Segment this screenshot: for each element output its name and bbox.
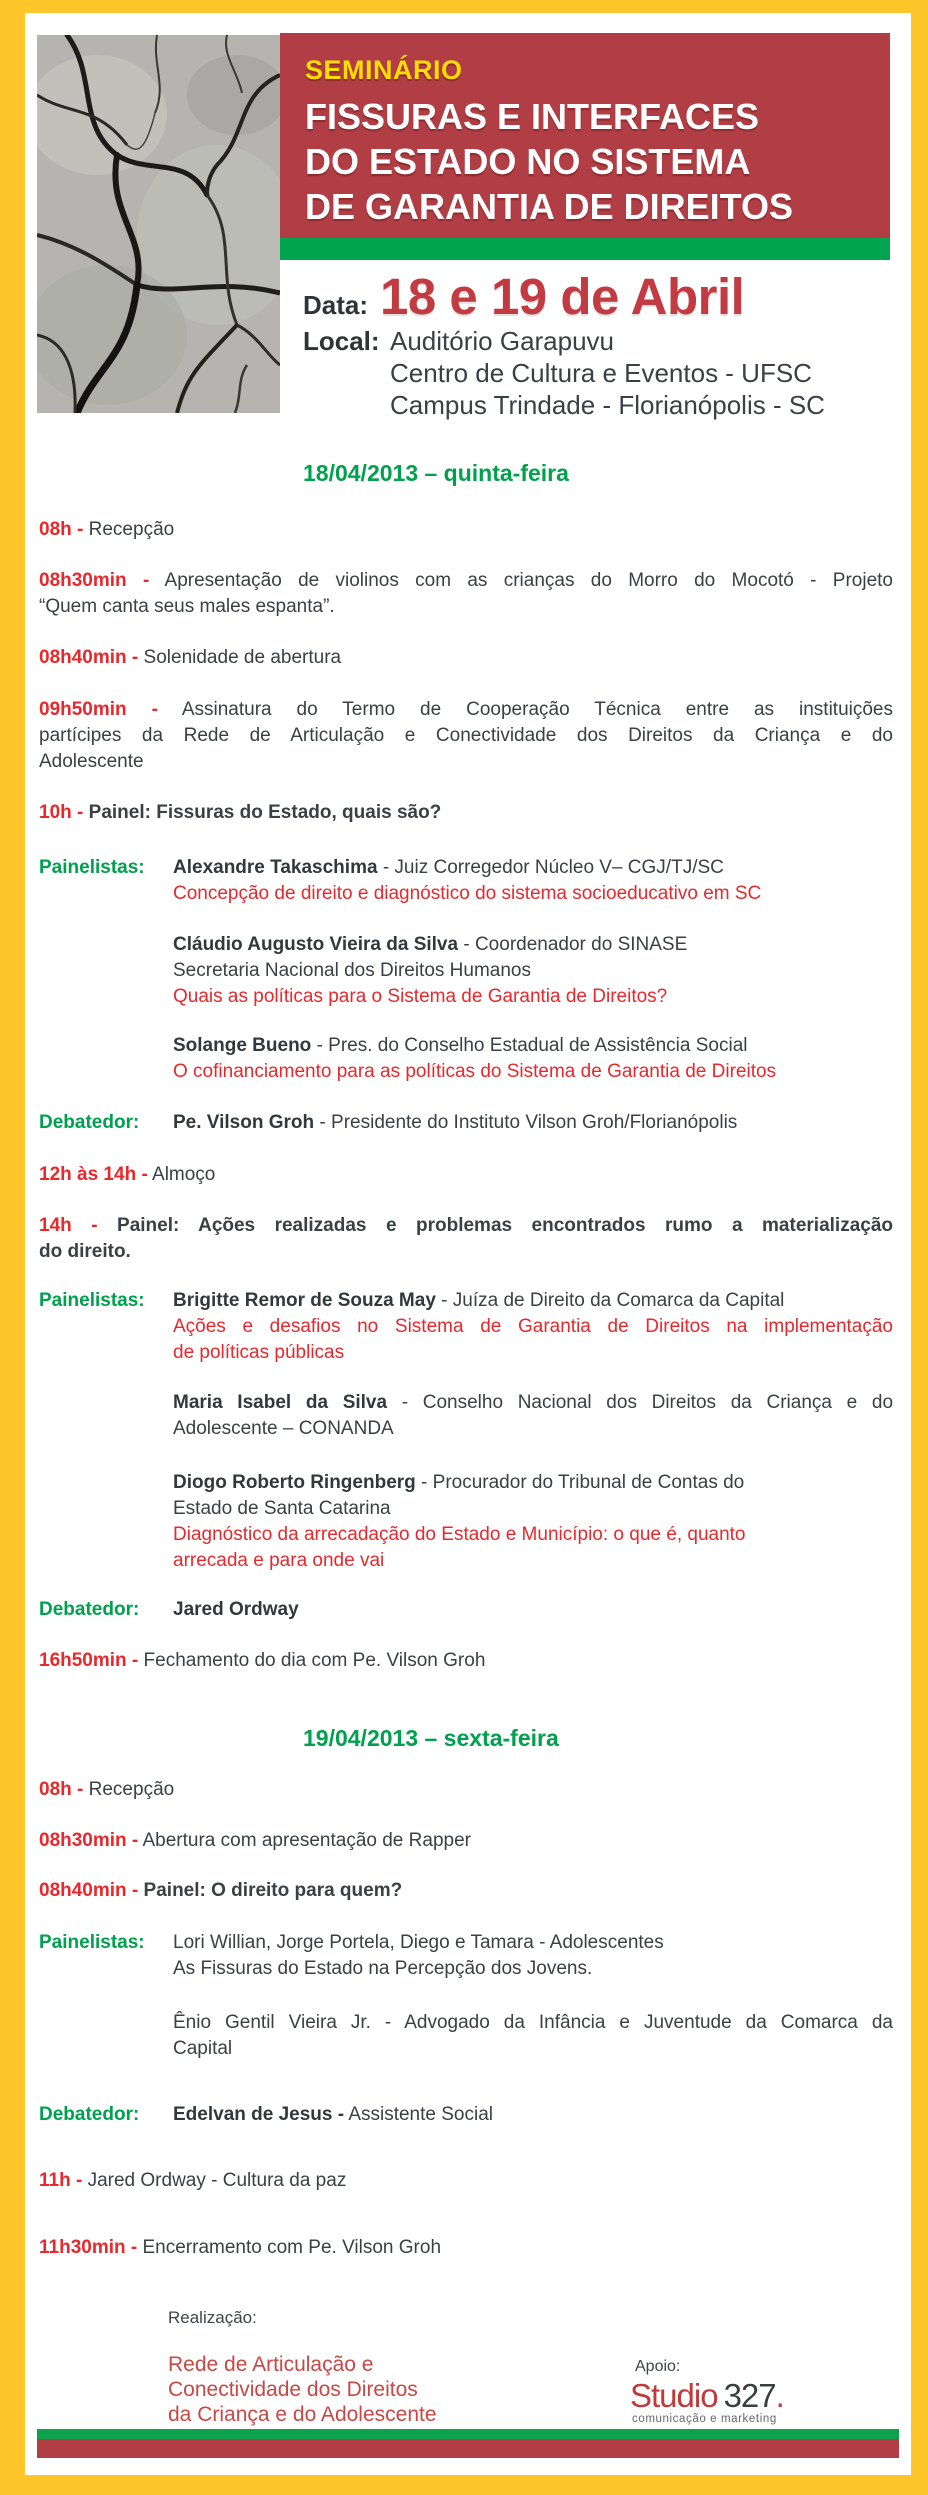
panelist-topic-line-1: Ações e desafios no Sistema de Garantia de Direitos na implementação bbox=[173, 1316, 893, 1337]
panelist-content bbox=[173, 1288, 893, 1366]
panelist-role-2: Estado de Santa Catarina bbox=[173, 1498, 391, 1519]
panelist-line bbox=[173, 1390, 893, 1416]
panelist-enio bbox=[39, 2010, 893, 2062]
panelist-name: Alexandre Takaschima bbox=[173, 857, 378, 878]
title-banner bbox=[280, 33, 890, 238]
panelist-topic: O cofinanciamento para as políticas do Sistema de Garantia de Direitos bbox=[173, 1061, 777, 1082]
panelist-line bbox=[173, 855, 893, 881]
item-text: Painel: Ações realizadas e problemas encontrados rumo a materialização bbox=[117, 1215, 893, 1236]
panelist-claudio bbox=[39, 932, 893, 1010]
panelist-role-2: Adolescente – CONANDA bbox=[173, 1418, 394, 1439]
time: 11h30min - bbox=[39, 2237, 138, 2258]
location-row bbox=[303, 325, 825, 421]
panelist-content bbox=[173, 932, 893, 1010]
panelist-line bbox=[173, 932, 893, 958]
panelist-topic-line-2: de políticas públicas bbox=[173, 1342, 345, 1363]
debater-line bbox=[173, 2102, 893, 2128]
date-row bbox=[303, 267, 744, 326]
studio327-logo bbox=[630, 2377, 785, 2415]
day1-heading: 18/04/2013 – quinta-feira bbox=[303, 460, 569, 486]
panelist-role: - Juiz Corregedor Núcleo V– CGJ/TJ/SC bbox=[382, 857, 724, 878]
item-text: Recepção bbox=[88, 519, 175, 540]
location-line-2: Centro de Cultura e Eventos - UFSC bbox=[390, 358, 812, 388]
footer-green-stripe bbox=[37, 2429, 899, 2439]
time: 08h40min - bbox=[39, 647, 139, 668]
panelists-label: Painelistas: bbox=[39, 1290, 145, 1311]
realizacao-org bbox=[168, 2352, 437, 2427]
realizacao-line-1: Rede de Articulação e bbox=[168, 2353, 374, 2376]
time: 08h - bbox=[39, 1779, 84, 1800]
item-line-2: partícipes da Rede de Articulação e Conectividade dos Direitos da Criança e do bbox=[39, 725, 893, 746]
title-line-1: FISSURAS E INTERFACES bbox=[305, 96, 760, 137]
debater-label: Debatedor: bbox=[39, 1599, 140, 1620]
panelist-role: - Procurador do Tribunal de Contas do bbox=[421, 1472, 745, 1493]
date-value: 18 e 19 de Abril bbox=[380, 268, 745, 325]
item-text: Abertura com apresentação de Rapper bbox=[142, 1830, 471, 1851]
item-text: Recepção bbox=[88, 1779, 175, 1800]
title-line-2: DO ESTADO NO SISTEMA bbox=[305, 141, 751, 182]
item-line-1 bbox=[39, 697, 893, 723]
item-text: Painel: Fissuras do Estado, quais são? bbox=[88, 802, 442, 823]
item-text: Apresentação de violinos com as crianças do Morro do Mocotó - Projeto bbox=[164, 570, 893, 591]
realizacao-label: Realização: bbox=[168, 2308, 257, 2327]
item-text: Jared Ordway - Cultura da paz bbox=[87, 2170, 347, 2191]
time: 08h40min - bbox=[39, 1880, 139, 1901]
panelist-name: Diogo Roberto Ringenberg bbox=[173, 1472, 416, 1493]
debater-name: Jared Ordway bbox=[173, 1599, 299, 1620]
panelist-role: - Coordenador do SINASE bbox=[463, 934, 688, 955]
panelist-content bbox=[173, 1033, 893, 1085]
panelist-role-2: Secretaria Nacional dos Direitos Humanos bbox=[173, 960, 531, 981]
panelist-role: - Conselho Nacional dos Direitos da Criança e do bbox=[401, 1392, 894, 1413]
panelist-role: - Pres. do Conselho Estadual de Assistência Social bbox=[316, 1035, 748, 1056]
debater-role: - Presidente do Instituto Vilson Groh/Florianópolis bbox=[319, 1112, 738, 1133]
panelist-name: Cláudio Augusto Vieira da Silva bbox=[173, 934, 459, 955]
schedule-item-d1-painel1 bbox=[39, 800, 893, 826]
panelist-content bbox=[173, 855, 893, 907]
item-line-1 bbox=[39, 1213, 893, 1239]
panelist-content bbox=[173, 1390, 893, 1442]
panelist-line-1: Ênio Gentil Vieira Jr. - Advogado da Infância e Juventude da Comarca da bbox=[173, 2012, 893, 2033]
panelist-line-2: Capital bbox=[173, 2038, 233, 2059]
panelist-name: Brigitte Remor de Souza May bbox=[173, 1290, 436, 1311]
panelist-content bbox=[173, 1930, 893, 1982]
debater-content bbox=[173, 2102, 893, 2128]
title-line-3: DE GARANTIA DE DIREITOS bbox=[305, 186, 794, 227]
schedule-item-d1-fechamento bbox=[39, 1648, 893, 1674]
schedule-item-d2-encerramento bbox=[39, 2235, 893, 2261]
debater-label: Debatedor: bbox=[39, 1112, 140, 1133]
panelist-topic-line-1: Diagnóstico da arrecadação do Estado e Município: o que é, quanto bbox=[173, 1524, 746, 1545]
green-divider bbox=[280, 238, 890, 260]
item-text: Solenidade de abertura bbox=[143, 647, 342, 668]
item-line-3: Adolescente bbox=[39, 751, 144, 772]
panelists-label: Painelistas: bbox=[39, 1932, 145, 1953]
item-text: Encerramento com Pe. Vilson Groh bbox=[142, 2237, 442, 2258]
seminar-kicker: SEMINÁRIO bbox=[305, 55, 463, 85]
item-line-1 bbox=[39, 568, 893, 594]
panelist-name: Maria Isabel da Silva bbox=[173, 1392, 388, 1413]
item-text: Painel: O direito para quem? bbox=[143, 1880, 403, 1901]
day2-heading: 19/04/2013 – sexta-feira bbox=[303, 1725, 559, 1751]
panelist-topic: Concepção de direito e diagnóstico do sistema socioeducativo em SC bbox=[173, 883, 762, 904]
location-line-3: Campus Trindade - Florianópolis - SC bbox=[390, 390, 825, 420]
panelist-maria bbox=[39, 1390, 893, 1442]
debater-role: Assistente Social bbox=[348, 2104, 493, 2125]
cracked-earth-photo bbox=[37, 35, 280, 413]
time: 08h30min - bbox=[39, 1830, 139, 1851]
poster-inner bbox=[25, 13, 911, 2475]
time: 09h50min - bbox=[39, 699, 158, 720]
schedule-item-d1-painel2 bbox=[39, 1213, 893, 1265]
panelist-topic-line-2: arrecada e para onde vai bbox=[173, 1550, 385, 1571]
studio-logo-name: Studio bbox=[630, 2377, 718, 2414]
location-lines bbox=[390, 325, 825, 421]
poster-title bbox=[305, 94, 890, 229]
debater-content bbox=[173, 1110, 893, 1136]
studio-logo-dot: . bbox=[775, 2377, 785, 2414]
location-label: Local: bbox=[303, 326, 380, 356]
time: 08h - bbox=[39, 519, 84, 540]
panelist-topic: Quais as políticas para o Sistema de Garantia de Direitos? bbox=[173, 986, 668, 1007]
panelist-adolescentes bbox=[39, 1930, 893, 1982]
panelists-label: Painelistas: bbox=[39, 857, 145, 878]
date-label: Data: bbox=[303, 290, 369, 320]
footer-red-stripe bbox=[37, 2439, 899, 2458]
panelist-brigitte bbox=[39, 1288, 893, 1366]
time: 10h - bbox=[39, 802, 84, 823]
debater-line bbox=[173, 1597, 893, 1623]
schedule-item-d1-violinos bbox=[39, 568, 893, 620]
debater-vilson bbox=[39, 1110, 893, 1136]
schedule-item-d2-painel bbox=[39, 1878, 893, 1904]
panelist-diogo bbox=[39, 1470, 893, 1574]
cracked-earth-illustration bbox=[37, 35, 280, 413]
item-line-2: “Quem canta seus males espanta”. bbox=[39, 596, 335, 617]
panelist-line bbox=[173, 1033, 893, 1059]
schedule-item-d1-abertura bbox=[39, 645, 893, 671]
studio-tagline: comunicação e marketing bbox=[632, 2413, 777, 2425]
panelist-content bbox=[173, 1470, 893, 1574]
panelist-solange bbox=[39, 1033, 893, 1085]
schedule-item-d1-recepcao bbox=[39, 517, 893, 543]
debater-line bbox=[173, 1110, 893, 1136]
time: 08h30min - bbox=[39, 570, 150, 591]
panelist-name: Solange Bueno bbox=[173, 1035, 312, 1056]
debater-label: Debatedor: bbox=[39, 2104, 140, 2125]
schedule-item-d2-abertura bbox=[39, 1828, 893, 1854]
panelist-alexandre bbox=[39, 855, 893, 907]
schedule-item-d2-cultura bbox=[39, 2168, 893, 2194]
debater-jared bbox=[39, 1597, 893, 1623]
item-text: Fechamento do dia com Pe. Vilson Groh bbox=[143, 1650, 486, 1671]
time: 16h50min - bbox=[39, 1650, 139, 1671]
location-line-1: Auditório Garapuvu bbox=[390, 326, 615, 356]
item-text: Almoço bbox=[152, 1164, 216, 1185]
time: 11h - bbox=[39, 2170, 83, 2191]
panelist-line-2: As Fissuras do Estado na Percepção dos Jovens. bbox=[173, 1958, 593, 1979]
item-text: Assinatura do Termo de Cooperação Técnica entre as instituições bbox=[181, 699, 893, 720]
panelist-line bbox=[173, 1288, 893, 1314]
realizacao-line-2: Conectividade dos Direitos bbox=[168, 2378, 418, 2401]
studio-logo-number: 327 bbox=[723, 2377, 776, 2414]
debater-edelvan bbox=[39, 2102, 893, 2128]
item-line-2: do direito. bbox=[39, 1241, 131, 1262]
debater-name: Edelvan de Jesus - bbox=[173, 2104, 345, 2125]
panelist-line-1: Lori Willian, Jorge Portela, Diego e Tamara - Adolescentes bbox=[173, 1932, 664, 1953]
panelist-role: - Juíza de Direito da Comarca da Capital bbox=[441, 1290, 785, 1311]
schedule-item-d2-recepcao bbox=[39, 1777, 893, 1803]
realizacao-line-3: da Criança e do Adolescente bbox=[168, 2403, 437, 2426]
time: 14h - bbox=[39, 1215, 98, 1236]
panelist-content bbox=[173, 2010, 893, 2062]
panelist-line bbox=[173, 1470, 893, 1496]
schedule-item-d1-assinatura bbox=[39, 697, 893, 775]
apoio-label: Apoio: bbox=[635, 2358, 681, 2375]
debater-name: Pe. Vilson Groh bbox=[173, 1112, 315, 1133]
schedule-item-d1-almoco bbox=[39, 1162, 893, 1188]
time: 12h às 14h - bbox=[39, 1164, 148, 1185]
debater-content bbox=[173, 1597, 893, 1623]
